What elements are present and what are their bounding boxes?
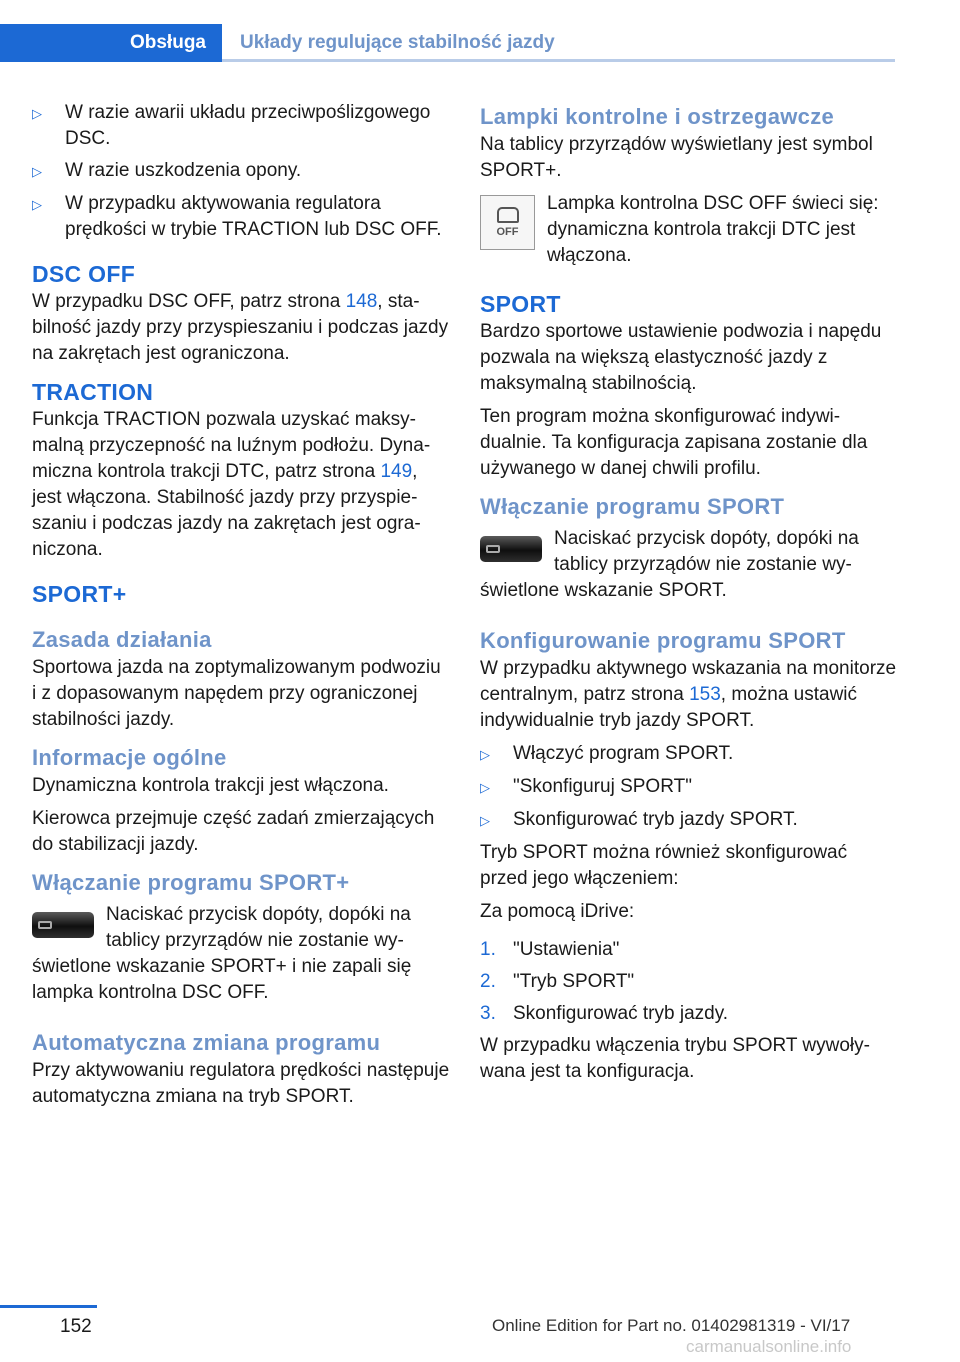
page-link-153[interactable]: 153 xyxy=(689,684,721,705)
paragraph-info-2: Kierowca przejmuje część zadań zmierzających do stabilizacji jazdy. xyxy=(32,808,435,855)
paragraph-dsc-off: W przypadku DSC OFF, patrz strona 148, stabilność jazdy przy przyspieszaniu i podczas jazdy na zakrętach jest ograniczona. xyxy=(32,291,449,364)
list-item: ▷ Włączyć program SPORT. xyxy=(480,741,898,774)
paragraph-zasada: Sportowa jazda na zoptymalizowanym podwoziu i z dopasowanym napędem przy ograniczonej stabilności jazdy. xyxy=(32,657,441,730)
page-link-149[interactable]: 149 xyxy=(380,461,413,482)
list-item: ▷ W przypadku aktywowania regulatora prędkości w trybie TRACTION lub DSC OFF. xyxy=(32,191,450,249)
paragraph-config-3: Za pomocą iDrive: xyxy=(480,901,635,922)
paragraph-info-1: Dynamiczna kontrola trakcji jest włączona. xyxy=(32,775,389,796)
triangle-bullet-icon: ▷ xyxy=(480,813,490,828)
list-item: 2. "Tryb SPORT" xyxy=(480,971,635,992)
heading-lamps: Lampki kontrolne i ostrzegawcze xyxy=(480,104,835,129)
list-item: ▷ W razie uszkodzenia opony. xyxy=(32,158,450,191)
list-item: ▷ Skonfigurować tryb jazdy SPORT. xyxy=(480,807,898,840)
page-link-148[interactable]: 148 xyxy=(345,291,378,312)
paragraph-config: W przypadku aktywnego wskazania na monitorze centralnym, patrz strona 153, można ustawić indywidualnie tryb jazdy SPORT. xyxy=(480,658,897,731)
paragraph-lamps-1: Na tablicy przyrządów wyświetlany jest symbol SPORT+. xyxy=(480,134,873,181)
heading-auto: Automatyczna zmiana programu xyxy=(32,1030,381,1055)
triangle-bullet-icon: ▷ xyxy=(32,197,42,212)
list-item: 1. "Ustawienia" xyxy=(480,939,620,960)
triangle-bullet-icon: ▷ xyxy=(480,747,490,762)
right-column xyxy=(480,100,898,1092)
paragraph-traction: Funkcja TRACTION pozwala uzyskać maksymalną przyczepność na luźnym podłożu. Dynamiczna kontrola trakcji DTC, patrz strona 149, jest włączona. Stabilność jazdy przy przyspieszaniu i podczas jazdy na zakrętach jest ograniczona. xyxy=(32,409,431,560)
paragraph-config-2: Tryb SPORT można również skonfigurować przed jego włączeniem: xyxy=(480,842,848,889)
list-item: ▷ W razie awarii układu przeciwpoślizgowego DSC. xyxy=(32,100,450,158)
heading-dsc-off: DSC OFF xyxy=(32,261,136,287)
driving-mode-button-icon xyxy=(480,536,542,562)
list-item: ▷ "Skonfiguruj SPORT" xyxy=(480,774,898,807)
list-item: 3. Skonfigurować tryb jazdy. xyxy=(480,1003,729,1024)
edition-note: Online Edition for Part no. 01402981319 - VI/17 xyxy=(492,1316,851,1335)
heading-zasada: Zasada działania xyxy=(32,627,212,652)
dsc-off-warning-lamp-icon: OFF xyxy=(480,195,535,250)
heading-sport-plus: SPORT+ xyxy=(32,581,127,607)
heading-traction: TRACTION xyxy=(32,379,154,405)
watermark: carmanualsonline.info xyxy=(686,1337,852,1356)
heading-on-sport-plus: Włączanie programu SPORT+ xyxy=(32,870,350,895)
heading-info: Informacje ogólne xyxy=(32,745,227,770)
section-tab-label: Obsługa xyxy=(129,32,206,53)
triangle-bullet-icon: ▷ xyxy=(480,780,490,795)
heading-config: Konfigurowanie programu SPORT xyxy=(480,628,846,653)
left-column xyxy=(32,100,450,1117)
footer-rule xyxy=(0,1305,97,1308)
car-skid-icon xyxy=(497,207,519,223)
triangle-bullet-icon: ▷ xyxy=(32,106,42,121)
driving-mode-button-icon xyxy=(32,912,94,938)
header-rule xyxy=(222,59,895,62)
lamp-block: OFF Lampka kontrolna DSC OFF świeci się: dynamiczna kontrola trakcji DTC jest włączona. xyxy=(480,191,898,269)
triangle-bullet-icon: ▷ xyxy=(32,164,42,179)
chapter-title[interactable]: Układy regulujące stabilność jazdy xyxy=(240,32,555,53)
paragraph-auto: Przy aktywowaniu regulatora prędkości następuje automatyczna zmiana na tryb SPORT. xyxy=(32,1060,450,1107)
section-tab[interactable] xyxy=(0,24,222,62)
on-sport-block: Naciskać przycisk dopóty, dopóki na tablicy przyrządów nie zostanie wyświetlone wskazanie SPORT. xyxy=(480,528,859,601)
page-number: 152 xyxy=(60,1316,92,1337)
heading-on-sport: Włączanie programu SPORT xyxy=(480,494,785,519)
on-sport-plus-block: Naciskać przycisk dopóty, dopóki na tablicy przyrządów nie zostanie wyświetlone wskazanie SPORT+ i nie zapali się lampka kontrolna DSC OFF. xyxy=(32,904,412,1003)
paragraph-sport-2: Ten program można skonfigurować indywidualnie. Ta konfiguracja zapisana zostanie dla używanego w danej chwili profilu. xyxy=(480,406,868,479)
paragraph-sport-1: Bardzo sportowe ustawienie podwozia i napędu pozwala na większą elastyczność jazdy z maksymalną stabilnością. xyxy=(480,321,882,394)
paragraph-config-4: W przypadku włączenia trybu SPORT wywoływana jest ta konfiguracja. xyxy=(480,1035,870,1082)
heading-sport: SPORT xyxy=(480,291,561,317)
